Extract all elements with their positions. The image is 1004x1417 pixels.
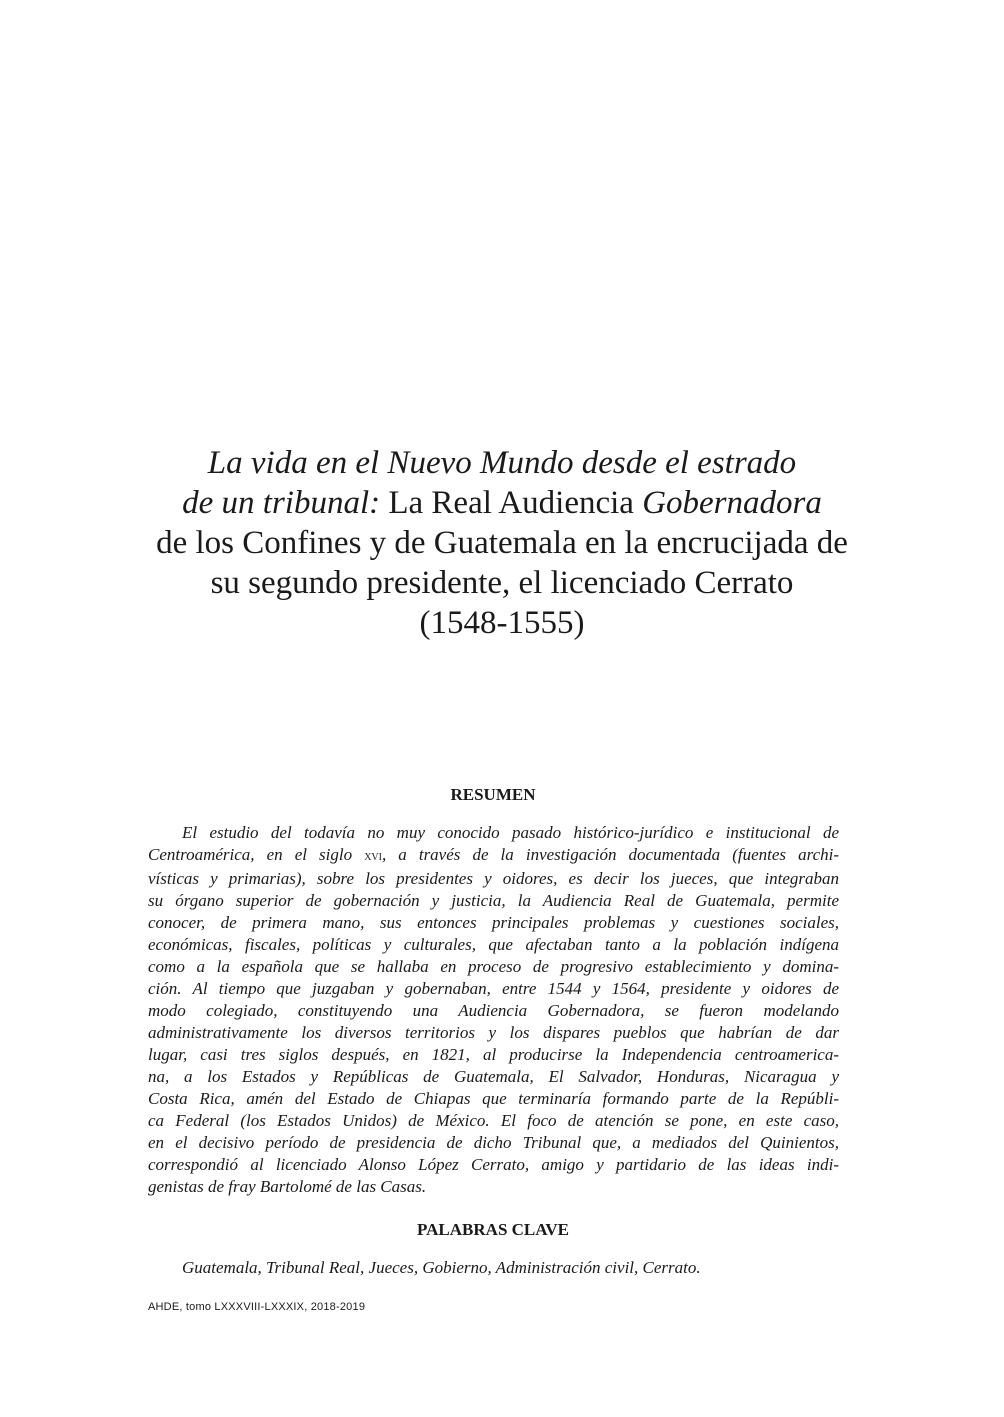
abstract-line: administrativamente los diversos territorios y los dispares pueblos que habrían de dar — [148, 1023, 839, 1042]
title-line-3: de los Confines y de Guatemala en la encrucijada de — [156, 525, 848, 561]
abstract-line: modo colegiado, constituyendo una Audiencia Gobernadora, se fueron modelando — [148, 1001, 839, 1020]
journal-issue: , tomo LXXXVIII-LXXXIX, 2018-2019 — [179, 1301, 366, 1313]
abstract-line: ca Federal (los Estados Unidos) de México. El foco de atención se pone, en este caso, — [148, 1111, 839, 1130]
abstract-line: Costa Rica, amén del Estado de Chiapas que terminaría formando parte de la Repúbli- — [148, 1089, 839, 1108]
abstract-line: económicas, fiscales, políticas y culturales, que afectaban tanto a la población indígena — [148, 935, 839, 954]
abstract-text — [148, 822, 839, 1198]
abstract-line: en el decisivo período de presidencia de dicho Tribunal que, a mediados del Quinientos, — [148, 1133, 839, 1152]
abstract-line: lugar, casi tres siglos después, en 1821, al producirse la Independencia centroamerica- — [148, 1045, 839, 1064]
abstract-line: genistas de fray Bartolomé de las Casas. — [148, 1177, 427, 1196]
abstract-line: El estudio del todavía no muy conocido pasado histórico-jurídico e institucional de — [182, 823, 839, 842]
title-line-4: su segundo presidente, el licenciado Cerrato — [210, 565, 794, 601]
abstract-line: correspondió al licenciado Alonso López Cerrato, amigo y partidario de las ideas indi- — [148, 1155, 839, 1174]
title-line-5: (1548-1555) — [419, 605, 585, 641]
abstract-line: Centroamérica, en el siglo xvi, a través de la investigación documentada (fuentes archi- — [148, 845, 839, 864]
keywords-heading: PALABRAS CLAVE — [417, 1220, 569, 1239]
journal-abbrev: AHDE — [148, 1301, 180, 1313]
title-line-2: de un tribunal: La Real Audiencia Gobernadora — [182, 485, 822, 521]
article-title — [120, 443, 884, 643]
abstract-line: na, a los Estados y Repúblicas de Guatemala, El Salvador, Honduras, Nicaragua y — [148, 1067, 839, 1086]
abstract-line: ción. Al tiempo que juzgaban y gobernaban, entre 1544 y 1564, presidente y oidores de — [148, 979, 839, 998]
century-numeral: xvi — [364, 849, 382, 864]
page-footer — [148, 1300, 365, 1314]
keywords-text: Guatemala, Tribunal Real, Jueces, Gobierno, Administración civil, Cerrato. — [182, 1258, 701, 1277]
abstract-line: vísticas y primarias), sobre los presidentes y oidores, es decir los jueces, que integraban — [148, 869, 839, 888]
title-line-1: La vida en el Nuevo Mundo desde el estrado — [207, 445, 797, 481]
abstract-line: su órgano superior de gobernación y justicia, la Audiencia Real de Guatemala, permite — [148, 891, 839, 910]
abstract-heading: RESUMEN — [450, 785, 536, 804]
abstract-line: conocer, de primera mano, sus entonces principales problemas y cuestiones sociales, — [148, 913, 839, 932]
abstract-line: como a la española que se hallaba en proceso de progresivo establecimiento y domina- — [148, 957, 839, 976]
